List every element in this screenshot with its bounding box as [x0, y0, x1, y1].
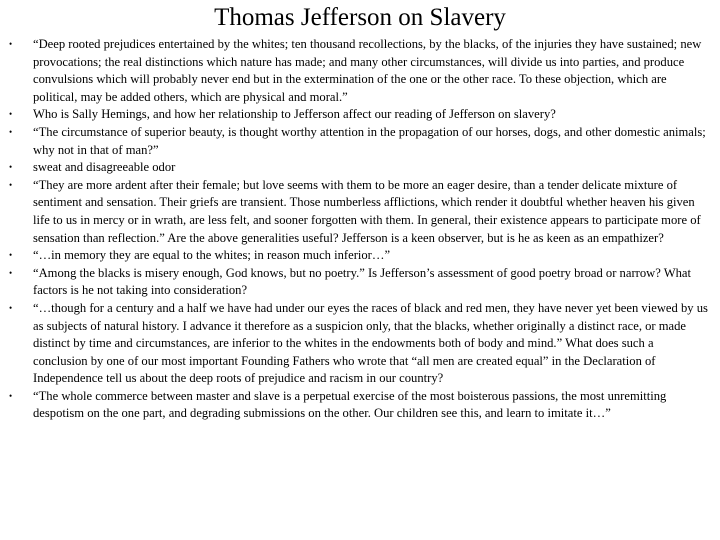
bullet-dot-icon: •: [9, 39, 13, 49]
bullet-text-4: sweat and disagreeable odor: [33, 160, 176, 175]
bullet-text-2: Who is Sally Hemings, and how her relationship to Jefferson affect our reading of Jefferson on slavery?: [33, 107, 556, 122]
bullet-dot-icon: •: [9, 250, 13, 261]
bullet-item-6: [9, 247, 708, 265]
bullet-text-9: “The whole commerce between master and slave is a perpetual exercise of the most boisterous passions, the most unremitting despotism on the one part, and degrading submissions on the other. Our children see this, and learn to imitate it…”: [33, 388, 667, 421]
bullet-dot-icon: •: [9, 390, 13, 401]
bullet-dot-icon: •: [9, 162, 13, 173]
bullet-item-9: [9, 388, 708, 423]
bullet-text-3: “The circumstance of superior beauty, is thought worthy attention in the propagation of our horses, dogs, and other domestic animals; why not in that of man?”: [33, 124, 706, 157]
bullet-dot-icon: •: [9, 267, 13, 278]
bullet-text-5: “They are more ardent after their female; but love seems with them to be more an eager desire, than a tender delicate mixture of sentiment and sensation. Their griefs are transient. Those numberless afflictions, which render it doubtful whether heaven his given life to us in mercy or in wrath, are less felt, and sooner forgotten with them. In general, their existence appears to participate more of sensation than reflection.” Are the above generalities useful? Jefferson is a keen observer, but is he as keen as an empathizer?: [33, 177, 701, 245]
bullet-item-3: [9, 124, 708, 159]
bullet-text-8: “…though for a century and a half we have had under our eyes the races of black and red men, they have never yet been viewed by us as subjects of natural history. I advance it therefore as a suspicion only, that the blacks, whether originally a distinct race, or made distinct by time and circumstances, are inferior to the whites in the endowments both of body and mind.” What does such a conclusion by one of our most important Founding Fathers who wrote that “all men are created equal” in the Declaration of Independence tell us about the deep roots of prejudice and racism in our country?: [33, 300, 708, 386]
slide-title: Thomas Jefferson on Slavery: [214, 4, 506, 31]
bullet-item-8: [9, 300, 708, 388]
bullet-text-1: “Deep rooted prejudices entertained by the whites; ten thousand recollections, by the blacks, of the injuries they have sustained; new provocations; the real distinctions which nature has made; and many other circumstances, will divide us into parties, and produce convulsions which will probably never end but in the extermination of the one or the other race. To these objection, which are political, may be added others, which are physical and moral.”: [33, 37, 702, 104]
bullet-item-2: [9, 106, 708, 124]
bullet-dot-icon: •: [9, 179, 13, 190]
bullet-dot-icon: •: [9, 302, 13, 313]
bullet-item-5: [9, 177, 708, 247]
bullet-list: [9, 36, 708, 423]
bullet-dot-icon: •: [9, 126, 13, 137]
bullet-text-6: “…in memory they are equal to the whites; in reason much inferior…”: [33, 248, 391, 263]
bullet-item-4: [9, 159, 708, 177]
bullet-item-7: [9, 265, 708, 300]
bullet-text-7: “Among the blacks is misery enough, God knows, but no poetry.” Is Jefferson’s assessment of good poetry broad or narrow? What factors is he not taking into consideration?: [33, 265, 692, 298]
bullet-dot-icon: •: [9, 109, 13, 120]
bullet-item-1: [9, 36, 708, 106]
